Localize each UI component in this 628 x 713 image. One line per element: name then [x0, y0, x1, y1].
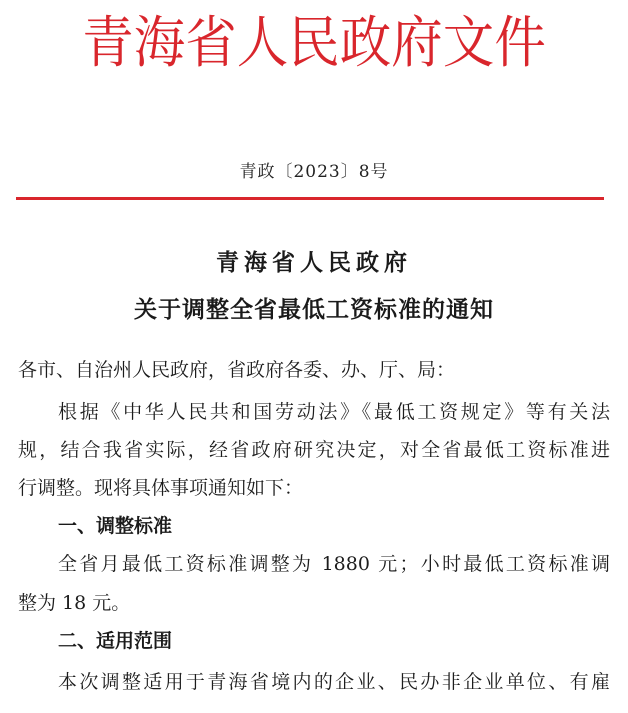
red-divider-line [16, 197, 604, 200]
document-title-subject: 关于调整全省最低工资标准的通知 [134, 296, 494, 323]
intro-line-2: 规，结合我省实际，经省政府研究决定，对全省最低工资标准进 [18, 439, 610, 461]
document-number: 青政〔2023〕8号 [239, 162, 389, 182]
document-title-issuer: 青海省人民政府 [216, 249, 412, 276]
section-1-heading: 一、调整标准 [58, 515, 173, 537]
section-1-line-2: 整为 18 元。 [18, 592, 131, 614]
issuer-title: 青海省人民政府文件 [82, 11, 546, 76]
section-2-line-1: 本次调整适用于青海省境内的企业、民办非企业单位、有雇 [58, 671, 610, 693]
section-1-line-1: 全省月最低工资标准调整为 1880 元；小时最低工资标准调 [58, 553, 610, 575]
section-2-heading: 二、适用范围 [58, 630, 173, 652]
salutation: 各市、自治州人民政府，省政府各委、办、厅、局： [18, 359, 456, 381]
intro-line-3: 行调整。现将具体事项通知如下： [18, 477, 304, 499]
intro-line-1: 根据《中华人民共和国劳动法》《最低工资规定》等有关法 [58, 401, 610, 423]
